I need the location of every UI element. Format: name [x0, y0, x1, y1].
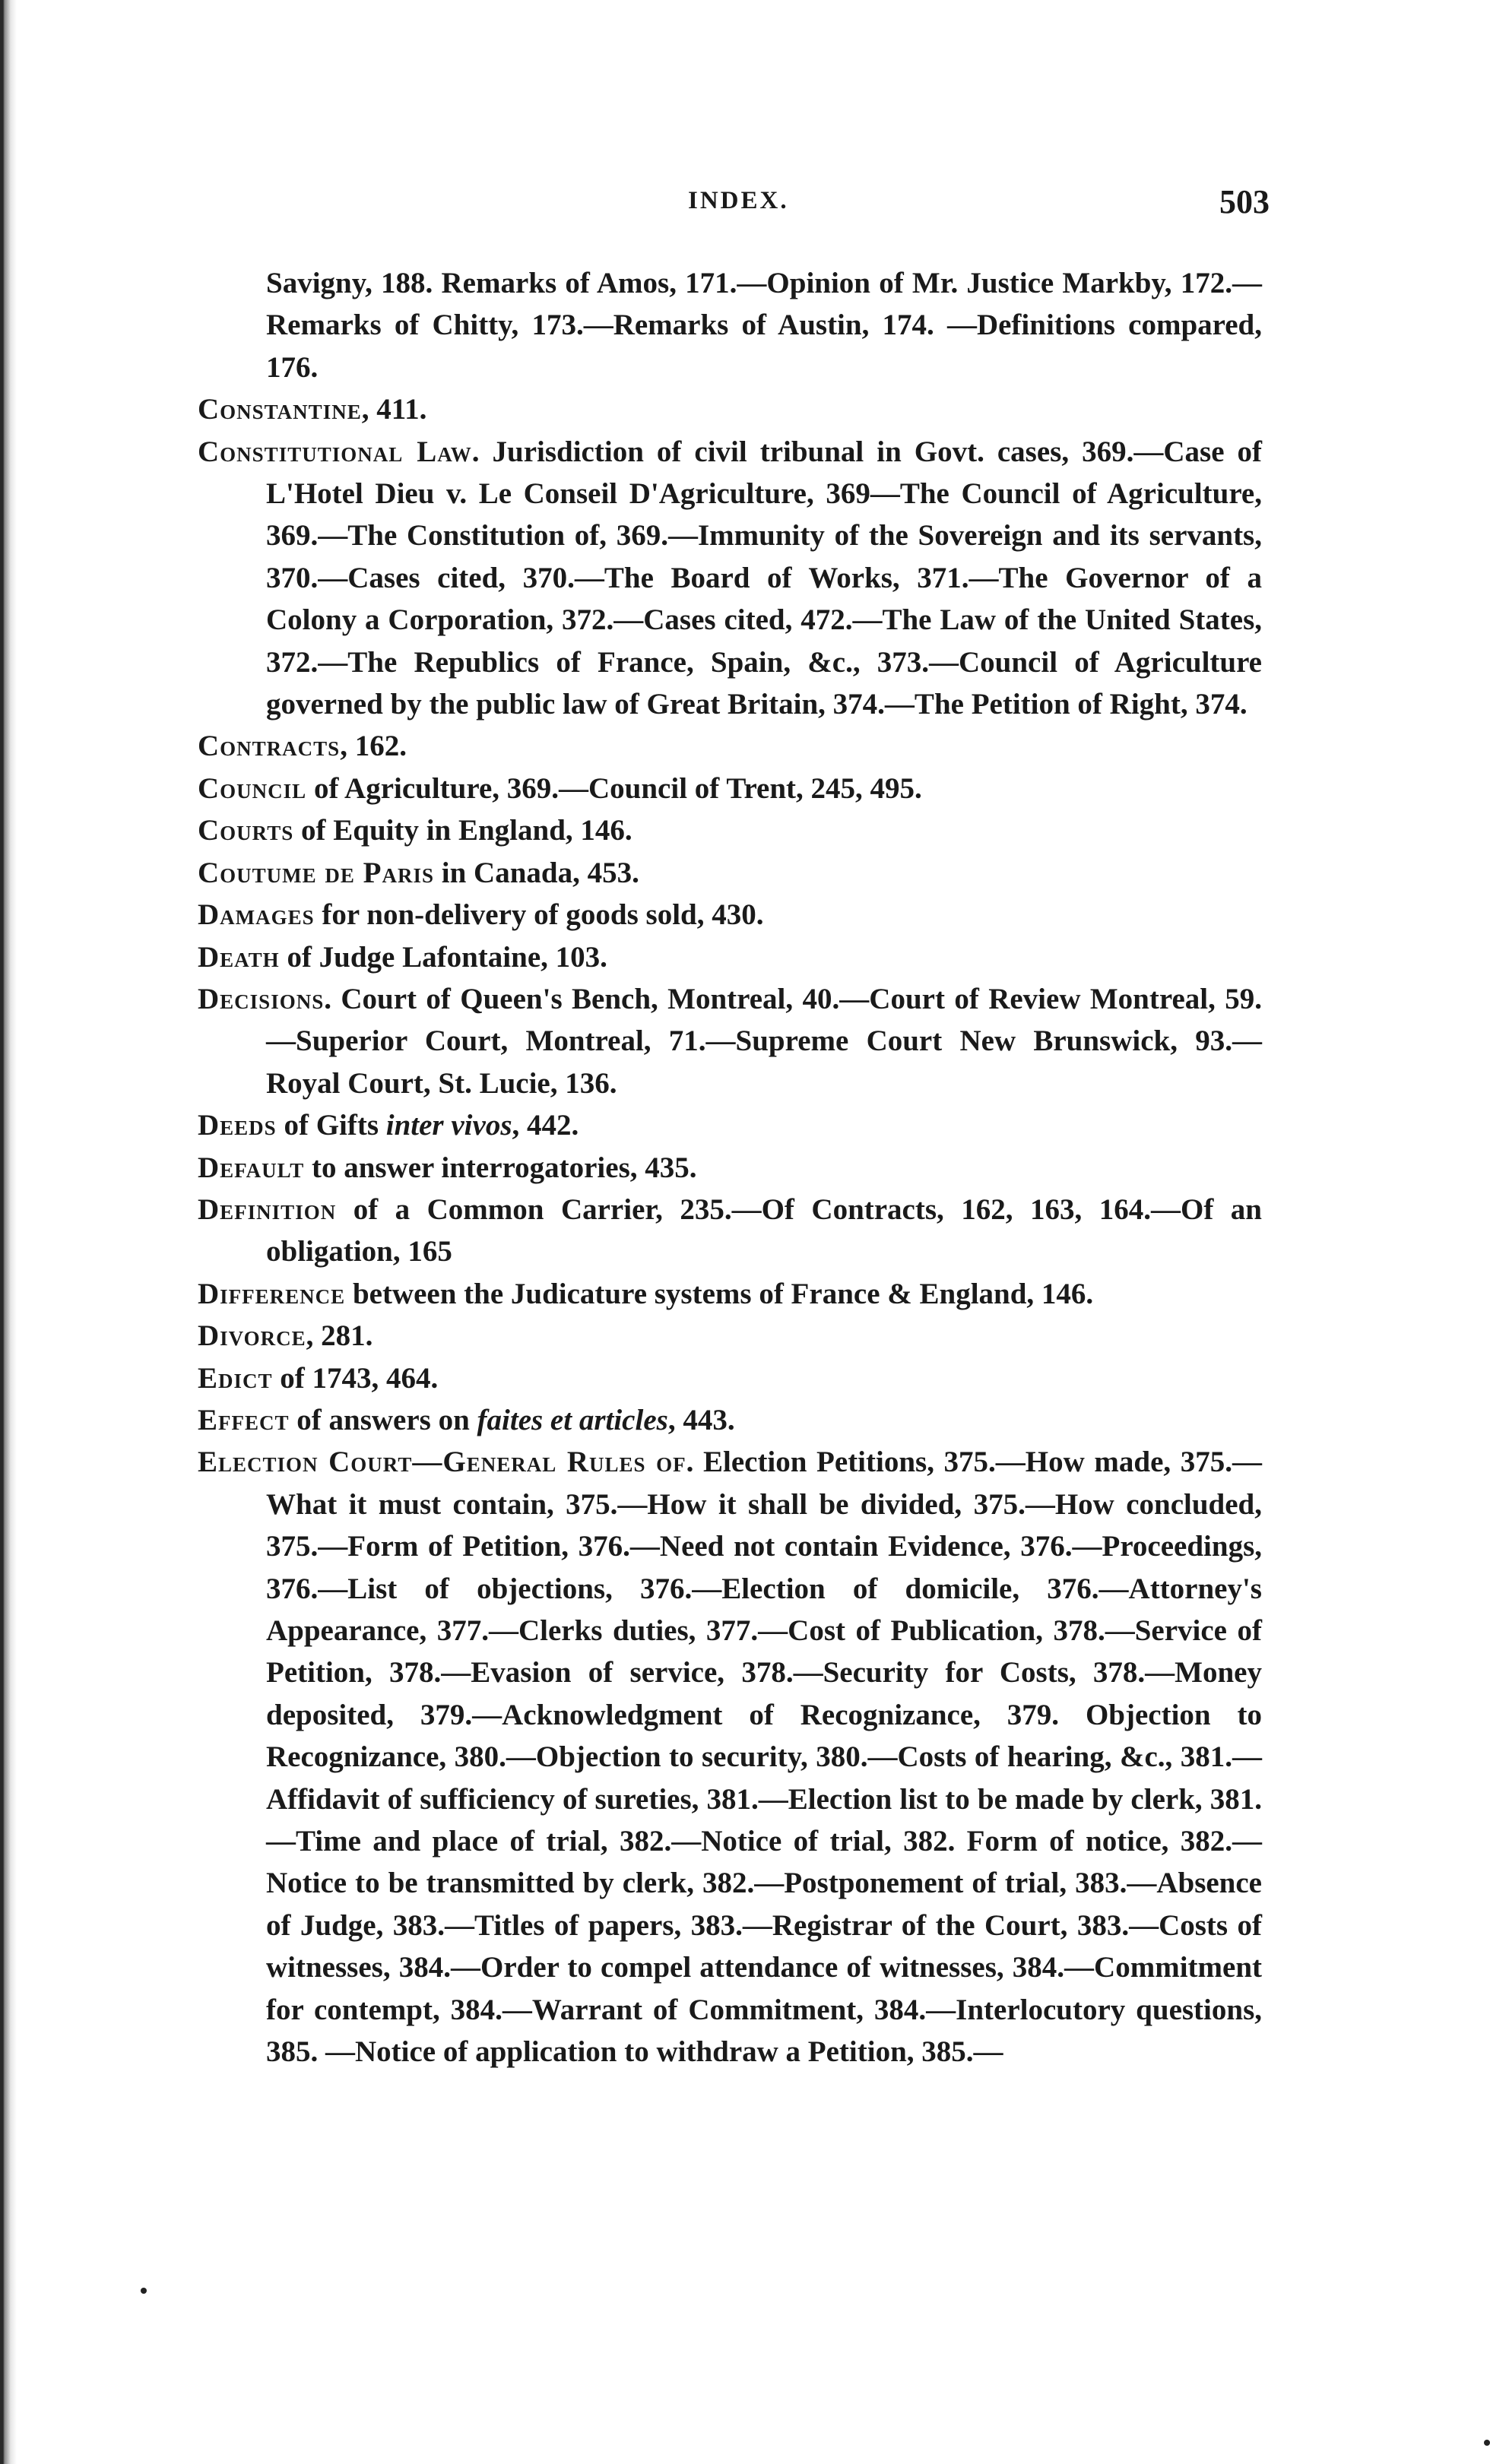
ink-speck [141, 2288, 147, 2294]
index-entry-default [198, 1147, 1262, 1189]
entry-text: to answer interrogatories, 435. [304, 1151, 697, 1184]
entry-italic: faites et articles [477, 1403, 668, 1436]
index-entry-continuation [198, 262, 1262, 388]
index-entry-council [198, 768, 1262, 809]
index-entry-edict [198, 1357, 1262, 1399]
index-entry-definition [198, 1189, 1262, 1273]
entry-text: of answers on [289, 1403, 477, 1436]
entry-term: Contracts [198, 730, 341, 763]
ink-speck [1484, 2440, 1490, 2446]
index-entry-coutume [198, 852, 1262, 894]
index-entry-death [198, 936, 1262, 978]
entry-text: for non-delivery of goods sold, 430. [314, 898, 764, 932]
entry-text-after: , 442. [512, 1109, 579, 1142]
entry-text: of Agriculture, 369.—Council of Trent, 245, 495. [306, 771, 922, 805]
entry-term: Difference [198, 1277, 346, 1310]
index-entry-deeds [198, 1104, 1262, 1146]
entry-text: Savigny, 188. Remarks of Amos, 171.—Opinion of Mr. Justice Markby, 172.—Remarks of Chitty, 173.—Remarks of Austin, 174. —Definitions compared, 176. [266, 267, 1262, 384]
index-entry-difference [198, 1273, 1262, 1315]
entry-term: Constantine [198, 393, 362, 426]
entry-term: Election Court—General Rules of [198, 1446, 686, 1479]
entry-text: . Jurisdiction of civil tribunal in Govt. cases, 369.—Case of L'Hotel Dieu v. Le Conseil D'Agriculture, 369—The Council of Agriculture, 369.—The Constitution of, 369.—Immunity of the Sovereign and its servants, 370.—Cases cited, 370.—The Board of Works, 371.—The Governor of a Colony a Corporation, 372.—Cases cited, 472.—The Law of the United States, 372.—The Republics of France, Spain, &c., 373.—Council of Agriculture governed by the public law of Great Britain, 374.—The Petition of Right, 374. [266, 435, 1263, 721]
entry-term: Decisions [198, 982, 325, 1015]
entry-text-after: , 443. [667, 1403, 735, 1436]
entry-italic: inter vivos [385, 1109, 512, 1142]
index-entries [198, 262, 1262, 2073]
entry-text: of a Common Carrier, 235.—Of Contracts, 162, 163, 164.—Of an obligation, 165 [266, 1192, 1262, 1268]
entry-term: Death [198, 940, 280, 974]
entry-text: of Equity in England, 146. [293, 814, 632, 847]
entry-text: , 411. [361, 393, 427, 426]
entry-text: , 162. [340, 730, 407, 763]
page-number: 503 [1219, 183, 1270, 220]
entry-text: of Gifts [276, 1109, 386, 1142]
entry-term: Effect [198, 1403, 290, 1436]
entry-text: of Judge Lafontaine, 103. [279, 940, 607, 974]
entry-text: . Election Petitions, 375.—How made, 375.—What it must contain, 375.—How it shall be divided, 375.—How concluded, 375.—Form of Petition, 376.—Need not contain Evidence, 376.—Proceedings, 376.—List of objections, 376.—Election of domicile, 376.—Attorney's Appearance, 377.—Clerks duties, 377.—Cost of Publication, 378.—Service of Petition, 378.—Evasion of service, 378.—Security for Costs, 378.—Money deposited, 379.—Acknowledgment of Recognizance, 379. Objection to Recognizance, 380.—Objection to security, 380.—Costs of hearing, &c., 381.—Affidavit of sufficiency of sureties, 381.—Election list to be made by clerk, 381.—Time and place of trial, 382.—Notice of trial, 382. Form of notice, 382.—Notice to be transmitted by clerk, 382.—Postponement of trial, 383.—Absence of Judge, 383.—Titles of papers, 383.—Registrar of the Court, 383.—Costs of witnesses, 384.—Order to compel attendance of witnesses, 384.—Commitment for contempt, 384.—Warrant of Commitment, 384.—Interlocutory questions, 385. —Notice of application to withdraw a Petition, 385.— [266, 1446, 1262, 2069]
running-head: INDEX. [688, 187, 789, 214]
entry-term: Deeds [198, 1109, 277, 1142]
entry-term: Damages [198, 898, 315, 932]
entry-text: between the Judicature systems of France & England, 146. [345, 1277, 1094, 1310]
page-header [190, 182, 1270, 228]
index-entry-courts [198, 809, 1262, 851]
entry-term: Courts [198, 814, 294, 847]
entry-term: Council [198, 771, 307, 805]
index-entry-election-court [198, 1441, 1262, 2073]
entry-text: . Court of Queen's Bench, Montreal, 40.—Court of Review Montreal, 59.—Superior Court, Montreal, 71.—Supreme Court New Brunswick, 93.—Royal Court, St. Lucie, 136. [266, 982, 1262, 1100]
entry-term: Divorce [198, 1319, 306, 1353]
index-entry-divorce [198, 1315, 1262, 1357]
entry-text: in Canada, 453. [434, 856, 639, 889]
index-entry-decisions [198, 978, 1262, 1104]
entry-term: Edict [198, 1361, 273, 1395]
index-entry-effect [198, 1399, 1262, 1441]
index-entry-contracts [198, 725, 1262, 767]
index-entry-constantine [198, 388, 1262, 430]
entry-text: , 281. [306, 1319, 373, 1353]
entry-text: of 1743, 464. [272, 1361, 439, 1395]
entry-term: Constitutional Law [198, 435, 472, 468]
index-entry-damages [198, 894, 1262, 936]
entry-term: Definition [198, 1192, 337, 1226]
entry-term: Default [198, 1151, 305, 1184]
entry-term: Coutume de Paris [198, 856, 435, 889]
index-entry-constitutional-law [198, 431, 1262, 726]
